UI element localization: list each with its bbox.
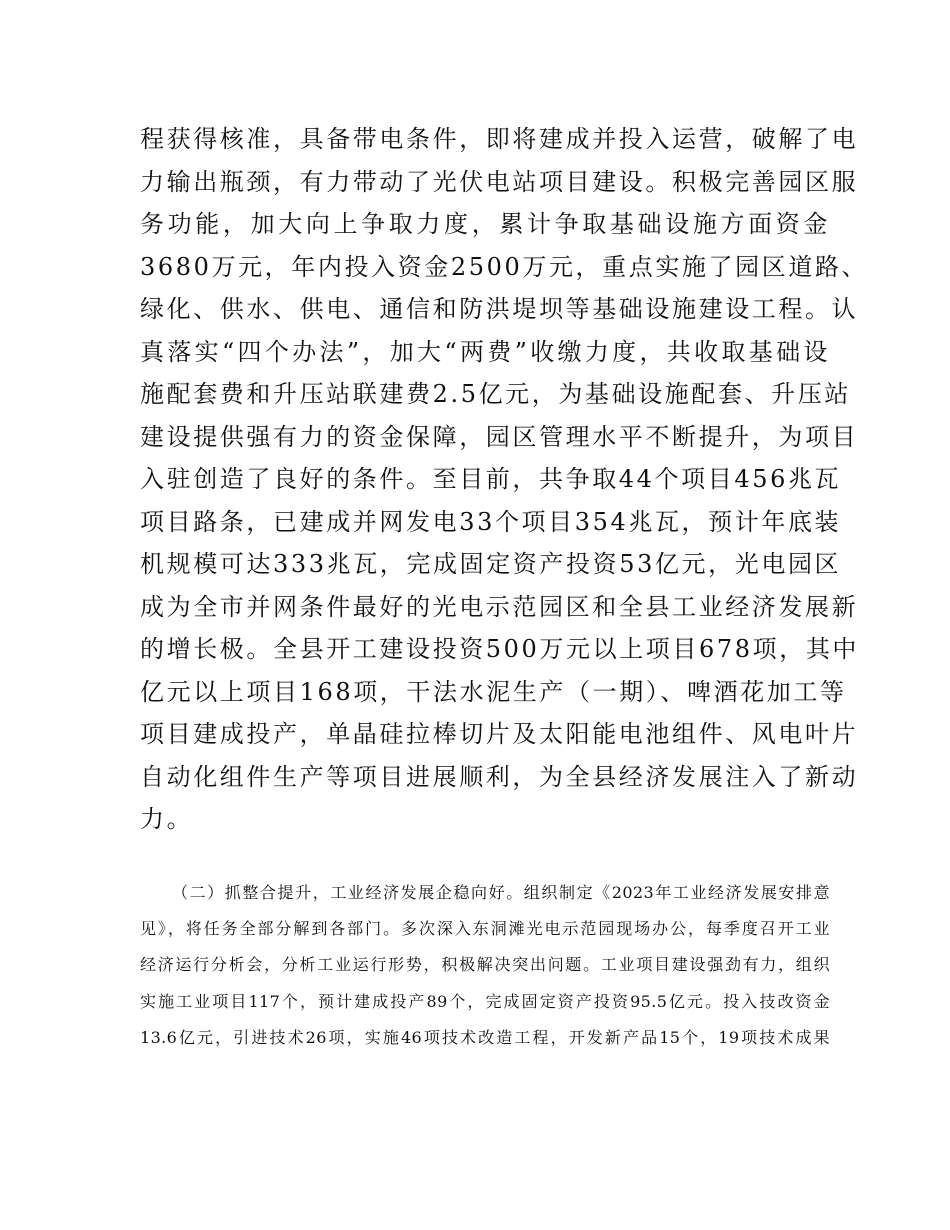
paragraph-1-line: 真落实“四个办法”，加大“两费”收缴力度，共收取基础设 [140, 337, 830, 366]
paragraph-2-line: 实施工业项目117个，预计建成投产89个，完成固定资产投资95.5亿元。投入技改资金 [140, 991, 830, 1011]
paragraph-2-line: 13.6亿元，引进技术26项，实施46项技术改造工程，开发新产品15个，19项技术成果 [140, 1027, 830, 1047]
paragraph-1-line: 亿元以上项目168项，干法水泥生产（一期）、啤酒花加工等 [140, 677, 847, 706]
paragraph-1-line: 务功能，加大向上争取力度，累计争取基础设施方面资金 [140, 210, 830, 238]
paragraph-1-line: 项目路条，已建成并网发电33个项目354兆瓦，预计年底装 [140, 507, 842, 536]
paragraph-1-line: 施配套费和升压站联建费2.5亿元，为基础设施配套、升压站 [140, 380, 851, 408]
paragraph-1-line: 的增长极。全县开工建设投资500万元以上项目678项，其中 [140, 635, 860, 663]
paragraph-2-line: 经济运行分析会，分析工业运行形势，积极解决突出问题。工业项目建设强劲有力，组织 [140, 955, 830, 975]
paragraph-1-line: 建设提供强有力的资金保障，园区管理水平不断提升，为项目 [140, 422, 859, 451]
paragraph-1-line: 机规模可达333兆瓦，完成固定资产投资53亿元，光电园区 [140, 550, 842, 578]
body-paragraph-1 [140, 118, 869, 841]
paragraph-1-line: 自动化组件生产等项目进展顺利，为全县经济发展注入了新动 [140, 762, 859, 791]
paragraph-1-line: 绿化、供水、供电、通信和防洪堤坝等基础设施建设工程。认 [140, 295, 859, 323]
paragraph-1-line: 程获得核准，具备带电条件，即将建成并投入运营，破解了电 [140, 125, 859, 153]
paragraph-1-line: 3680万元，年内投入资金2500万元，重点实施了园区道路、 [140, 252, 869, 281]
paragraph-2-line: 见》，将任务全部分解到各部门。多次深入东洞滩光电示范园现场办公，每季度召开工业 [140, 919, 830, 939]
paragraph-1-line: 成为全市并网条件最好的光电示范园区和全县工业经济发展新 [140, 592, 859, 621]
paragraph-1-line: 力输出瓶颈，有力带动了光伏电站项目建设。积极完善园区服 [140, 167, 859, 196]
paragraph-1-line: 项目建成投产，单晶硅拉棒切片及太阳能电池组件、风电叶片 [140, 720, 859, 748]
paragraph-1-line: 力。 [140, 805, 194, 833]
paragraph-1-line: 入驻创造了良好的条件。至目前，共争取44个项目456兆瓦 [140, 465, 842, 493]
body-paragraph-2 [140, 875, 830, 1056]
paragraph-2-line: （二）抓整合提升，工业经济发展企稳向好。组织制定《2023年工业经济发展安排意 [172, 883, 830, 902]
